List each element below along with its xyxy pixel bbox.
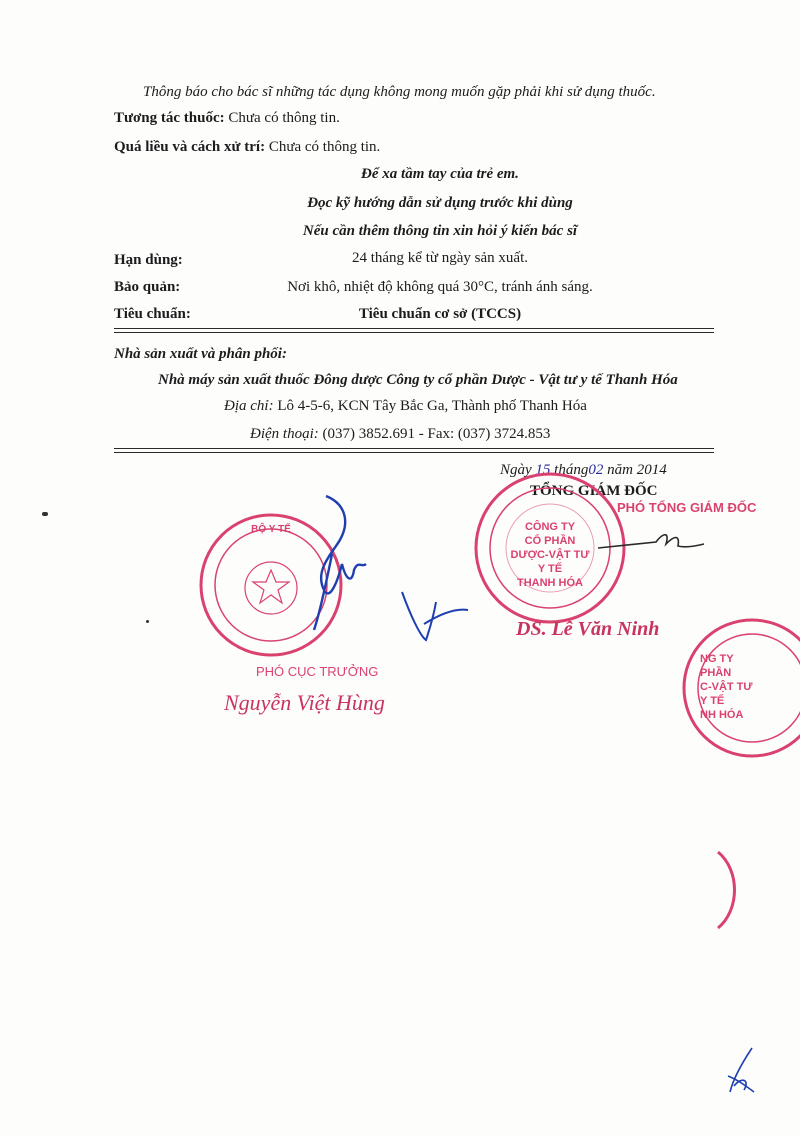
company-stamp-line-5: THANH HÓA xyxy=(517,577,583,589)
overdose-value: Chưa có thông tin. xyxy=(268,139,381,155)
manufacturer-address xyxy=(224,396,587,416)
address-label: Địa chỉ: xyxy=(224,398,274,414)
phone-value: (037) 3852.691 - Fax: (037) 3724.853 xyxy=(322,426,551,442)
overdose-label: Quá liều và cách xử trí: xyxy=(114,139,266,155)
deputy-head-signature xyxy=(296,494,376,634)
company-stamp-text xyxy=(490,520,610,590)
storage-value: Nơi khô, nhiệt độ không quá 30°C, tránh ánh sáng. xyxy=(287,279,593,295)
interaction-value: Chưa có thông tin. xyxy=(228,110,340,126)
divider-bottom-2 xyxy=(114,452,714,453)
deputy-head-title: PHÓ CỤC TRƯỞNG xyxy=(256,664,379,679)
manufacturer-heading: Nhà sản xuất và phân phối: xyxy=(114,346,287,362)
warning-line-2: Đọc kỹ hướng dẫn sử dụng trước khi dùng xyxy=(307,195,573,211)
director-title: TỔNG GIÁM ĐỐC xyxy=(530,483,658,499)
shelf-life-value: 24 tháng kể từ ngày sản xuất. xyxy=(351,250,528,266)
company-stamp-line-4: Y TẾ xyxy=(537,563,563,575)
company-stamp-line-3: DƯỢC-VẬT TƯ xyxy=(510,549,590,561)
company-stamp-line-2: CỔ PHẦN xyxy=(524,535,576,547)
standard-label: Tiêu chuẩn: xyxy=(114,306,191,322)
second-stamp-line-3: C-VẬT TƯ xyxy=(700,681,753,693)
director-name: DS. Lê Văn Ninh xyxy=(516,618,660,640)
warning-line-3: Nếu cần thêm thông tin xin hỏi ý kiến bác sĩ xyxy=(302,223,578,239)
interaction-label: Tương tác thuốc: xyxy=(114,110,225,126)
standard-value: Tiêu chuẩn cơ sở (TCCS) xyxy=(358,306,522,322)
speck-mark xyxy=(42,512,48,516)
deputy-head-name: Nguyễn Việt Hùng xyxy=(224,690,385,715)
divider-top-1 xyxy=(114,328,714,329)
director-signature xyxy=(596,524,706,564)
manufacturer-name: Nhà máy sản xuất thuốc Đông dược Công ty cổ phần Dược - Vật tư y tế Thanh Hóa xyxy=(158,372,678,388)
date-month-word: tháng xyxy=(554,462,589,478)
notice-line: Thông báo cho bác sĩ những tác dụng không mong muốn gặp phải khi sử dụng thuốc. xyxy=(143,84,656,100)
deputy-director-stamp: PHÓ TỔNG GIÁM ĐỐC xyxy=(617,500,757,515)
interaction-row xyxy=(114,108,340,128)
manufacturer-phone xyxy=(250,424,550,444)
second-stamp-line-1: NG TY xyxy=(700,653,734,665)
phone-label: Điện thoại: xyxy=(250,426,319,442)
blue-initial-mark xyxy=(400,584,470,644)
warning-line-1: Để xa tầm tay của trẻ em. xyxy=(361,166,519,182)
second-stamp-text xyxy=(700,652,800,722)
date-year: 2014 xyxy=(636,462,667,478)
page-initial-mark xyxy=(724,1046,764,1096)
second-stamp-line-5: NH HÓA xyxy=(700,709,744,721)
edge-stamp-arc xyxy=(712,850,742,930)
date-year-word: năm xyxy=(607,462,633,478)
second-stamp-line-4: Y TẾ xyxy=(700,695,725,707)
speck-mark xyxy=(146,620,149,623)
divider-bottom-1 xyxy=(114,448,714,449)
company-stamp-line-1: CÔNG TY xyxy=(524,521,576,533)
ministry-stamp-top: BỘ Y TẾ xyxy=(251,524,291,535)
address-value: Lô 4-5-6, KCN Tây Bắc Ga, Thành phố Thanh Hóa xyxy=(277,398,587,414)
date-month: 02 xyxy=(588,462,604,478)
overdose-row xyxy=(114,137,380,157)
second-stamp-line-2: PHẦN xyxy=(700,667,732,679)
storage-label: Bảo quản: xyxy=(114,279,181,295)
divider-top-2 xyxy=(114,332,714,333)
date-day: 15 xyxy=(535,462,551,478)
shelf-life-label: Hạn dùng: xyxy=(114,252,183,268)
date-prefix: Ngày xyxy=(500,462,532,478)
